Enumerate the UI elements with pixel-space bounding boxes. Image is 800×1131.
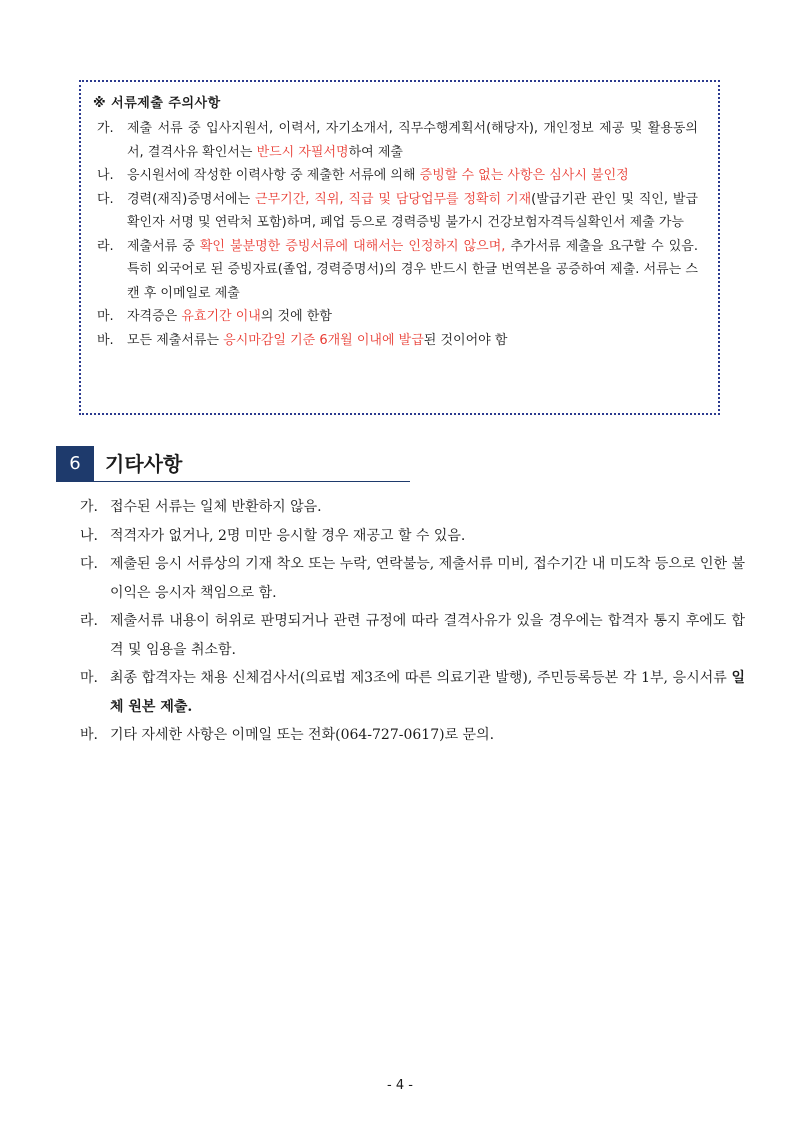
list-item-text: 접수된 서류는 일체 반환하지 않음. [110,499,322,515]
list-item-marker: 가. [80,499,98,515]
notice-item [93,117,698,164]
list-item-marker: 마. [80,670,98,686]
list-item-text: 제출서류 내용이 허위로 판명되거나 관련 규정에 따라 결격사유가 있을 경우에는 합격자 통지 후에도 합격 및 임용을 취소함. [110,613,745,658]
notice-item-marker: 마. [97,309,114,324]
list-item-marker: 라. [80,613,98,629]
section-title: 기타사항 [105,452,183,476]
list-item-marker: 나. [80,527,98,544]
list-item [80,721,745,750]
section-divider [94,481,410,482]
list-item [80,522,745,551]
notice-item-marker: 가. [97,121,114,136]
notice-text-part: 하여 제출 [348,144,403,160]
notice-text-part: 된 것이어야 함 [423,332,508,348]
list-item-text: 제출된 응시 서류상의 기재 착오 또는 누락, 연락불능, 제출서류 미비, 접수기간 내 미도착 등으로 인한 불이익은 응시자 책임으로 함. [110,556,745,601]
notice-title: ※ 서류제출 주의사항 [93,96,221,111]
list-item-text: 기타 자세한 사항은 이메일 또는 전화(064-727-0617)로 문의. [110,727,495,743]
list-text-part: 최종 합격자는 채용 신체검사서(의료법 제3조에 따른 의료기관 발행), 주민등록등본 각 1부, 응시서류 [110,670,732,686]
misc-list [80,493,745,750]
notice-item-text [127,164,698,188]
notice-item-marker: 바. [97,332,114,348]
notice-highlight: 확인 불분명한 증빙서류에 대해서는 인정하지 않으며, [199,238,506,254]
page-number: - 4 - [387,1078,413,1093]
notice-text-part: 자격증은 [127,309,182,324]
notice-text-part: 의 것에 한함 [260,309,332,324]
notice-item-marker: 나. [97,168,114,183]
list-item-marker: 바. [80,727,98,743]
list-item [80,607,745,664]
notice-text-part: 경력(재직)증명서에는 [127,191,256,207]
notice-item [93,305,698,329]
notice-item [93,188,698,235]
section-header [56,444,356,484]
notice-highlight: 근무기간, 직위, 직급 및 담당업무를 정확히 기재 [255,191,532,207]
notice-text-part: 제출 서류 중 입사지원서, 이력서, 자기소개서, 직무수행계획서(해당자), 개인정보 제공 및 활용동의서, 결격사유 확인서는 [127,121,698,160]
notice-item-marker: 다. [97,191,114,207]
list-bold-text: 일체 원본 제출. [110,670,745,715]
notice-text-part: 모든 제출서류는 [127,332,224,348]
notice-highlight: 응시마감일 기준 6개월 이내에 발급 [223,332,424,348]
notice-item-text [127,117,698,164]
notice-item [93,329,698,353]
list-item [80,664,745,721]
notice-item-text [127,235,698,306]
document-notice-box [79,80,720,415]
notice-text-part: 추가서류 제출을 요구할 수 있음. 특히 외국어로 된 증빙자료(졸업, 경력증명서)의 경우 반드시 한글 번역본을 공증하여 제출. 서류는 스캔 후 이메일로 제출 [127,238,698,301]
notice-item-marker: 라. [97,238,114,254]
notice-highlight: 유효기간 이내 [181,309,261,324]
notice-item [93,164,698,188]
notice-item-text [127,188,698,235]
list-item-text [110,664,745,721]
notice-highlight: 증빙할 수 없는 사항은 심사시 불인정 [419,168,629,183]
notice-item-text [127,329,698,353]
list-item [80,550,745,607]
notice-item-text [127,305,698,329]
list-item-marker: 다. [80,556,98,572]
section-number-badge: 6 [56,446,94,482]
list-item-text: 적격자가 없거나, 2명 미만 응시할 경우 재공고 할 수 있음. [110,527,466,544]
list-item [80,493,745,522]
notice-text-part: 응시원서에 작성한 이력사항 중 제출한 서류에 의해 [127,168,420,183]
notice-text-part: 제출서류 중 [127,238,200,254]
notice-item [93,235,698,306]
notice-highlight: 반드시 자필서명 [256,144,349,160]
notice-text-part: (발급기관 관인 및 직인, 발급 확인자 서명 및 연락처 포함)하며, 폐업 등으로 경력증빙 불가시 건강보험자격득실확인서 제출 가능 [127,191,698,230]
